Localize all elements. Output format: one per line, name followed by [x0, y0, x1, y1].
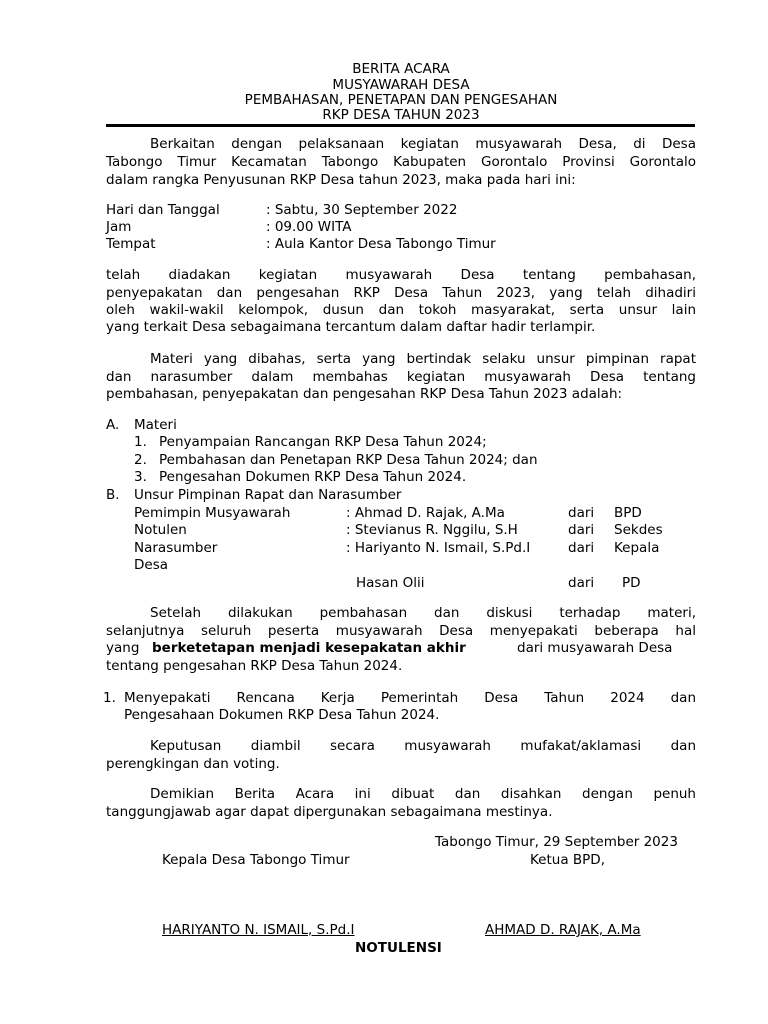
name-narasumber: : Hariyanto N. Ismail, S.Pd.I — [346, 540, 531, 556]
section-a-item2: Pembahasan dan Penetapan RKP Desa Tahun 2024; dan — [159, 452, 538, 468]
para3-line2: dan narasumber dalam membahas kegiatan musyawarah Desa tentang — [106, 369, 696, 385]
right-signer-name: AHMAD D. RAJAK, A.Ma — [485, 922, 641, 938]
doc-title-line1: BERITA ACARA — [352, 61, 450, 77]
extra-org: PD — [622, 575, 641, 591]
detail-value-time: : 09.00 WITA — [266, 219, 352, 235]
extra-from: dari — [568, 575, 595, 591]
para4-line3-post: dari musyawarah Desa — [517, 640, 673, 656]
para2-line3: oleh wakil-wakil kelompok, dusun dan tokoh masyarakat, serta unsur lain — [106, 302, 696, 318]
para3-line1: Materi yang dibahas, serta yang bertindak selaku unsur pimpinan rapat — [150, 351, 696, 367]
section-a-item2-num: 2. — [134, 452, 147, 468]
doc-title-line2: MUSYAWARAH DESA — [332, 77, 470, 93]
intro-line2: Tabongo Timur Kecamatan Tabongo Kabupaten Gorontalo Provinsi Gorontalo — [106, 154, 696, 170]
doc-title-line4: RKP DESA TAHUN 2023 — [322, 107, 480, 123]
from-pemimpin: dari — [568, 505, 595, 521]
decision-num: 1. — [103, 690, 116, 706]
para2-line4: yang terkait Desa sebagaimana tercantum dalam daftar hadir terlampir. — [106, 319, 596, 335]
intro-line1: Berkaitan dengan pelaksanaan kegiatan musyawarah Desa, di Desa — [150, 136, 696, 152]
header-rule — [106, 124, 695, 127]
para6-line1: Demikian Berita Acara ini dibuat dan disahkan dengan penuh — [150, 786, 696, 802]
right-signer-title: Ketua BPD, — [530, 852, 605, 868]
extra-name: Hasan Olii — [356, 575, 425, 591]
section-a-marker: A. — [106, 417, 120, 433]
role-pemimpin: Pemimpin Musyawarah — [134, 505, 291, 521]
org-pemimpin: BPD — [614, 505, 642, 521]
para4-line3-bold: berketetapan menjadi kesepakatan akhir — [152, 640, 466, 656]
detail-label-date: Hari dan Tanggal — [106, 202, 220, 218]
para4-line4: tentang pengesahan RKP Desa Tahun 2024. — [106, 658, 403, 674]
detail-value-place: : Aula Kantor Desa Tabongo Timur — [266, 236, 496, 252]
para4-line1: Setelah dilakukan pembahasan dan diskusi terhadap materi, — [150, 605, 696, 621]
org-narasumber-wrap: Desa — [134, 557, 169, 573]
para5-line2: perengkingan dan voting. — [106, 756, 280, 772]
detail-value-date: : Sabtu, 30 September 2022 — [266, 202, 458, 218]
role-narasumber: Narasumber — [134, 540, 218, 556]
role-notulen: Notulen — [134, 522, 187, 538]
section-b-title: Unsur Pimpinan Rapat dan Narasumber — [134, 487, 402, 503]
org-notulen: Sekdes — [614, 522, 663, 538]
left-signer-title: Kepala Desa Tabongo Timur — [162, 852, 350, 868]
para2-line2: penyepakatan dan pengesahan RKP Desa Tahun 2023, yang telah dihadiri — [106, 285, 696, 301]
para4-line3-pre: yang — [106, 640, 140, 656]
section-a-item3: Pengesahan Dokumen RKP Desa Tahun 2024. — [159, 469, 467, 485]
decision-line2: Pengesahaan Dokumen RKP Desa Tahun 2024. — [124, 707, 440, 723]
section-a-title: Materi — [134, 417, 177, 433]
section-a-item1: Penyampaian Rancangan RKP Desa Tahun 2024; — [159, 434, 487, 450]
detail-label-time: Jam — [106, 219, 132, 235]
para4-line2: selanjutnya seluruh peserta musyawarah Desa menyepakati beberapa hal — [106, 623, 696, 639]
para6-line2: tanggungjawab agar dapat dipergunakan sebagaimana mestinya. — [106, 804, 553, 820]
section-a-item1-num: 1. — [134, 434, 147, 450]
para3-line3: pembahasan, penyepakatan dan pengesahan RKP Desa Tahun 2023 adalah: — [106, 386, 623, 402]
doc-title-line3: PEMBAHASAN, PENETAPAN DAN PENGESAHAN — [244, 92, 558, 108]
decision-line1: Menyepakati Rencana Kerja Pemerintah Desa Tahun 2024 dan — [124, 690, 696, 706]
notulensi-title: NOTULENSI — [355, 940, 442, 956]
name-pemimpin: : Ahmad D. Rajak, A.Ma — [346, 505, 505, 521]
name-notulen: : Stevianus R. Nggilu, S.H — [346, 522, 518, 538]
detail-label-place: Tempat — [106, 236, 156, 252]
section-a-item3-num: 3. — [134, 469, 147, 485]
intro-line3: dalam rangka Penyusunan RKP Desa tahun 2023, maka pada hari ini: — [106, 172, 576, 188]
para2-line1: telah diadakan kegiatan musyawarah Desa tentang pembahasan, — [106, 267, 696, 283]
section-b-marker: B. — [106, 487, 120, 503]
left-signer-name: HARIYANTO N. ISMAIL, S.Pd.I — [162, 922, 355, 938]
from-narasumber: dari — [568, 540, 595, 556]
para5-line1: Keputusan diambil secara musyawarah mufakat/aklamasi dan — [150, 738, 696, 754]
from-notulen: dari — [568, 522, 595, 538]
place-date: Tabongo Timur, 29 September 2023 — [435, 834, 678, 850]
org-narasumber: Kepala — [614, 540, 660, 556]
